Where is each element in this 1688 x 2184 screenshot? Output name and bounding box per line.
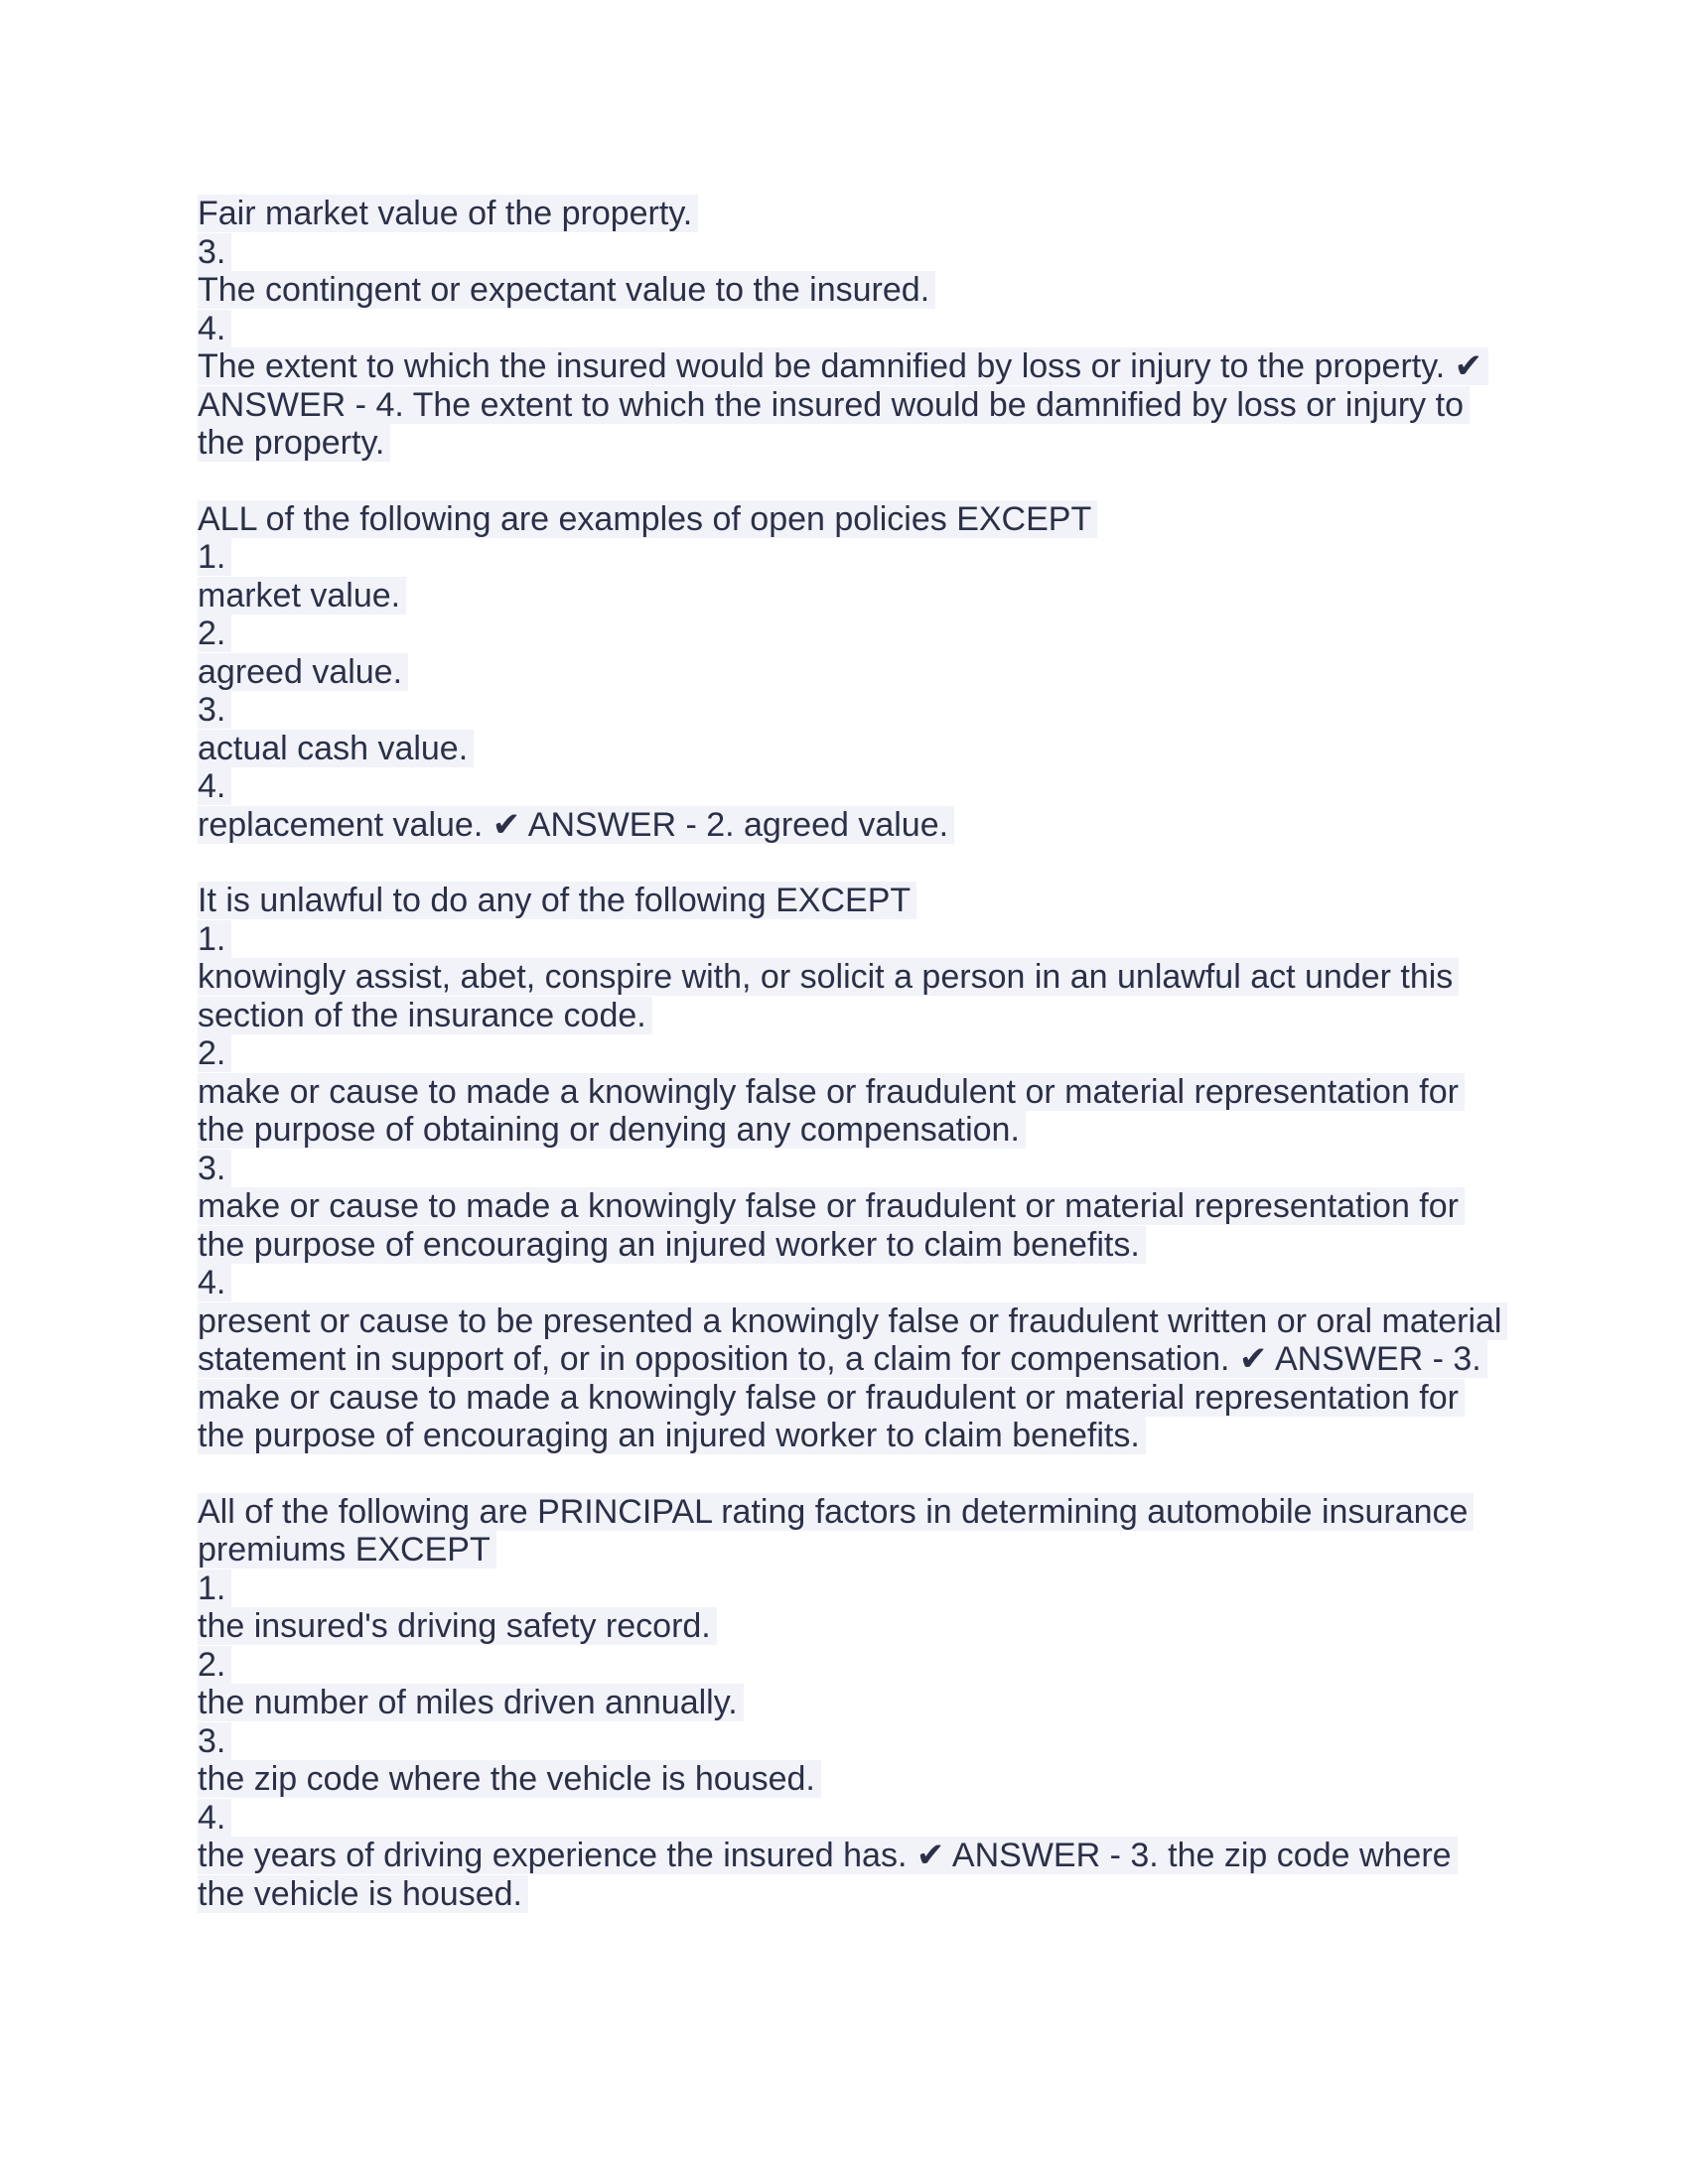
option-text-with-answer: the years of driving experience the insured has. ✔ ANSWER - 3. the zip code where <box>198 1837 1498 1875</box>
option-text-with-answer: The extent to which the insured would be damnified by loss or injury to the property. ✔ <box>198 347 1498 386</box>
option-text: actual cash value. <box>198 730 1498 768</box>
option-text: agreed value. <box>198 653 1498 692</box>
option-number: 3. <box>198 233 1498 272</box>
option-number: 1. <box>198 1570 1498 1608</box>
option-text-with-answer: statement in support of, or in opposition to, a claim for compensation. ✔ ANSWER - 3. <box>198 1340 1498 1379</box>
option-text: knowingly assist, abet, conspire with, or solicit a person in an unlawful act under this <box>198 958 1498 997</box>
block-spacer <box>198 1455 1498 1493</box>
block-spacer <box>198 844 1498 882</box>
question-text: premiums EXCEPT <box>198 1531 1498 1570</box>
question-block-2 <box>198 500 1498 845</box>
option-text: the purpose of obtaining or denying any compensation. <box>198 1111 1498 1150</box>
option-text: make or cause to made a knowingly false or fraudulent or material representation for <box>198 1187 1498 1226</box>
option-number: 1. <box>198 538 1498 577</box>
option-text: the insured's driving safety record. <box>198 1607 1498 1646</box>
option-text: make or cause to made a knowingly false or fraudulent or material representation for <box>198 1073 1498 1112</box>
answer-text: the vehicle is housed. <box>198 1875 1498 1914</box>
answer-text: make or cause to made a knowingly false or fraudulent or material representation for <box>198 1379 1498 1418</box>
option-text: present or cause to be presented a knowingly false or fraudulent written or oral material <box>198 1302 1498 1341</box>
option-number: 1. <box>198 920 1498 959</box>
option-number: 3. <box>198 1150 1498 1188</box>
option-text-with-answer: replacement value. ✔ ANSWER - 2. agreed value. <box>198 806 1498 845</box>
option-number: 4. <box>198 1799 1498 1838</box>
question-text: It is unlawful to do any of the following EXCEPT <box>198 882 1498 920</box>
question-text: ALL of the following are examples of open policies EXCEPT <box>198 500 1498 539</box>
block-spacer <box>198 463 1498 500</box>
option-number: 4. <box>198 1264 1498 1302</box>
text-line: Fair market value of the property. <box>198 195 1498 233</box>
option-text: the purpose of encouraging an injured worker to claim benefits. <box>198 1226 1498 1265</box>
option-text: market value. <box>198 577 1498 615</box>
option-text: section of the insurance code. <box>198 997 1498 1035</box>
document-page <box>198 195 1502 1913</box>
option-number: 3. <box>198 691 1498 730</box>
answer-text: the purpose of encouraging an injured worker to claim benefits. <box>198 1417 1498 1455</box>
option-text: the zip code where the vehicle is housed. <box>198 1760 1498 1799</box>
option-number: 2. <box>198 614 1498 653</box>
option-number: 4. <box>198 767 1498 806</box>
option-number: 4. <box>198 310 1498 348</box>
option-number: 2. <box>198 1646 1498 1685</box>
question-block-1 <box>198 195 1498 463</box>
answer-text: the property. <box>198 424 1498 463</box>
option-text: the number of miles driven annually. <box>198 1684 1498 1722</box>
question-text: All of the following are PRINCIPAL rating factors in determining automobile insurance <box>198 1493 1498 1532</box>
answer-text: ANSWER - 4. The extent to which the insured would be damnified by loss or injury to <box>198 386 1498 425</box>
option-text: The contingent or expectant value to the insured. <box>198 271 1498 310</box>
option-number: 3. <box>198 1722 1498 1761</box>
question-block-3 <box>198 882 1502 1455</box>
option-number: 2. <box>198 1034 1498 1073</box>
question-block-4 <box>198 1493 1498 1914</box>
